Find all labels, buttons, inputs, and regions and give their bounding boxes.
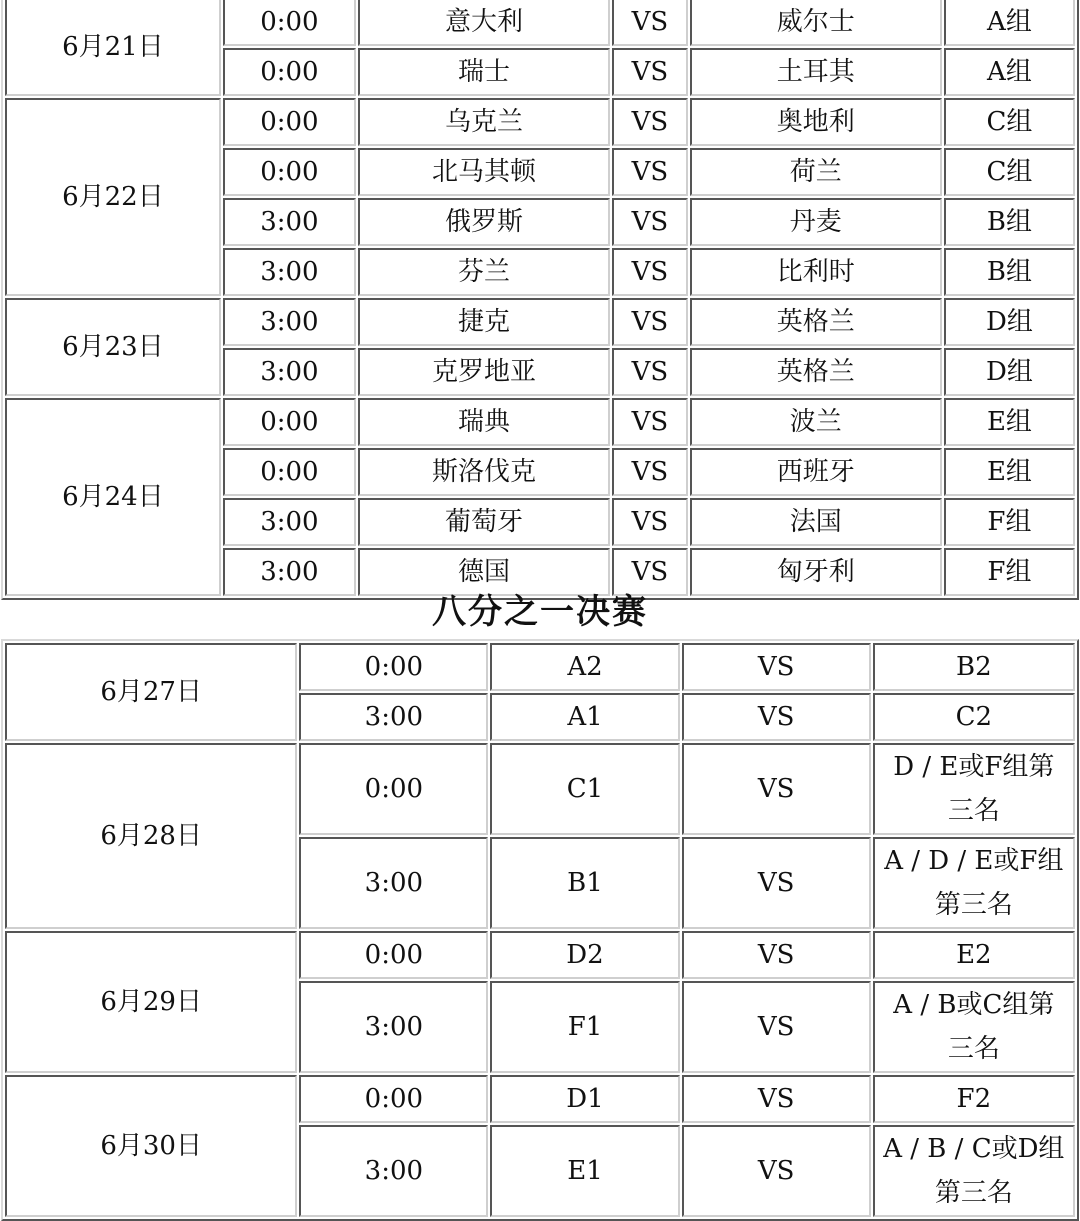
vs-label: VS: [682, 837, 871, 929]
vs-label: VS: [682, 1075, 871, 1123]
home-slot: D2: [490, 931, 679, 979]
home-slot: C1: [490, 743, 679, 835]
group-label: B组: [944, 198, 1075, 246]
home-team: 瑞士: [358, 48, 610, 96]
home-team: 葡萄牙: [358, 498, 610, 546]
home-slot: E1: [490, 1125, 679, 1217]
home-team: 俄罗斯: [358, 198, 610, 246]
vs-label: VS: [612, 148, 688, 196]
match-time: 0:00: [223, 48, 356, 96]
group-label: D组: [944, 298, 1075, 346]
match-date: 6月28日: [5, 743, 297, 929]
match-time: 0:00: [299, 643, 488, 691]
vs-label: VS: [612, 248, 688, 296]
away-slot: E2: [873, 931, 1075, 979]
table-row: [5, 298, 1075, 346]
match-time: 0:00: [223, 98, 356, 146]
match-time: 3:00: [223, 348, 356, 396]
home-team: 乌克兰: [358, 98, 610, 146]
away-team: 法国: [690, 498, 942, 546]
home-team: 斯洛伐克: [358, 448, 610, 496]
match-time: 3:00: [223, 198, 356, 246]
table-row: [5, 0, 1075, 46]
match-date: 6月21日: [5, 0, 221, 96]
vs-label: VS: [682, 693, 871, 741]
away-team: 威尔士: [690, 0, 942, 46]
group-label: A组: [944, 48, 1075, 96]
group-label: A组: [944, 0, 1075, 46]
home-team: 芬兰: [358, 248, 610, 296]
away-team: 英格兰: [690, 348, 942, 396]
group-label: E组: [944, 398, 1075, 446]
group-label: D组: [944, 348, 1075, 396]
vs-label: VS: [682, 981, 871, 1073]
match-date: 6月27日: [5, 643, 297, 741]
home-slot: B1: [490, 837, 679, 929]
group-stage-table: [1, 0, 1079, 600]
vs-label: VS: [682, 743, 871, 835]
table-row: [5, 398, 1075, 446]
group-label: F组: [944, 548, 1075, 596]
away-slot: A / B / C或D组第三名: [873, 1125, 1075, 1217]
away-slot: A / D / E或F组第三名: [873, 837, 1075, 929]
home-team: 捷克: [358, 298, 610, 346]
home-team: 克罗地亚: [358, 348, 610, 396]
away-team: 匈牙利: [690, 548, 942, 596]
away-slot: B2: [873, 643, 1075, 691]
away-slot: C2: [873, 693, 1075, 741]
table-row: [5, 743, 1075, 835]
match-time: 3:00: [299, 837, 488, 929]
match-time: 0:00: [299, 743, 488, 835]
vs-label: VS: [612, 98, 688, 146]
table-row: [5, 1075, 1075, 1123]
away-team: 丹麦: [690, 198, 942, 246]
home-team: 瑞典: [358, 398, 610, 446]
vs-label: VS: [612, 0, 688, 46]
group-label: B组: [944, 248, 1075, 296]
vs-label: VS: [612, 348, 688, 396]
match-time: 3:00: [223, 248, 356, 296]
match-date: 6月24日: [5, 398, 221, 596]
vs-label: VS: [682, 643, 871, 691]
match-time: 0:00: [299, 1075, 488, 1123]
table-row: [5, 98, 1075, 146]
match-date: 6月30日: [5, 1075, 297, 1217]
vs-label: VS: [682, 931, 871, 979]
vs-label: VS: [612, 298, 688, 346]
match-time: 0:00: [223, 148, 356, 196]
match-time: 3:00: [223, 298, 356, 346]
table-row: [5, 931, 1075, 979]
vs-label: VS: [612, 498, 688, 546]
away-team: 比利时: [690, 248, 942, 296]
vs-label: VS: [612, 398, 688, 446]
match-time: 0:00: [299, 931, 488, 979]
vs-label: VS: [612, 48, 688, 96]
away-slot: D / E或F组第三名: [873, 743, 1075, 835]
home-team: 意大利: [358, 0, 610, 46]
match-date: 6月29日: [5, 931, 297, 1073]
vs-label: VS: [612, 448, 688, 496]
vs-label: VS: [612, 548, 688, 596]
home-team: 德国: [358, 548, 610, 596]
vs-label: VS: [682, 1125, 871, 1217]
away-team: 西班牙: [690, 448, 942, 496]
match-time: 3:00: [299, 693, 488, 741]
match-date: 6月23日: [5, 298, 221, 396]
table-row: [5, 643, 1075, 691]
match-time: 3:00: [299, 1125, 488, 1217]
match-time: 0:00: [223, 398, 356, 446]
match-time: 3:00: [223, 548, 356, 596]
away-team: 英格兰: [690, 298, 942, 346]
home-slot: F1: [490, 981, 679, 1073]
away-team: 奥地利: [690, 98, 942, 146]
home-slot: A1: [490, 693, 679, 741]
round-of-16-title: 八分之一决赛: [432, 592, 648, 632]
group-label: E组: [944, 448, 1075, 496]
match-time: 3:00: [299, 981, 488, 1073]
home-slot: A2: [490, 643, 679, 691]
away-team: 波兰: [690, 398, 942, 446]
round-of-16-table: [1, 639, 1079, 1221]
group-label: C组: [944, 98, 1075, 146]
away-slot: F2: [873, 1075, 1075, 1123]
vs-label: VS: [612, 198, 688, 246]
match-time: 0:00: [223, 0, 356, 46]
match-date: 6月22日: [5, 98, 221, 296]
away-team: 荷兰: [690, 148, 942, 196]
match-time: 3:00: [223, 498, 356, 546]
home-slot: D1: [490, 1075, 679, 1123]
group-label: C组: [944, 148, 1075, 196]
away-team: 土耳其: [690, 48, 942, 96]
match-time: 0:00: [223, 448, 356, 496]
group-label: F组: [944, 498, 1075, 546]
home-team: 北马其顿: [358, 148, 610, 196]
away-slot: A / B或C组第三名: [873, 981, 1075, 1073]
